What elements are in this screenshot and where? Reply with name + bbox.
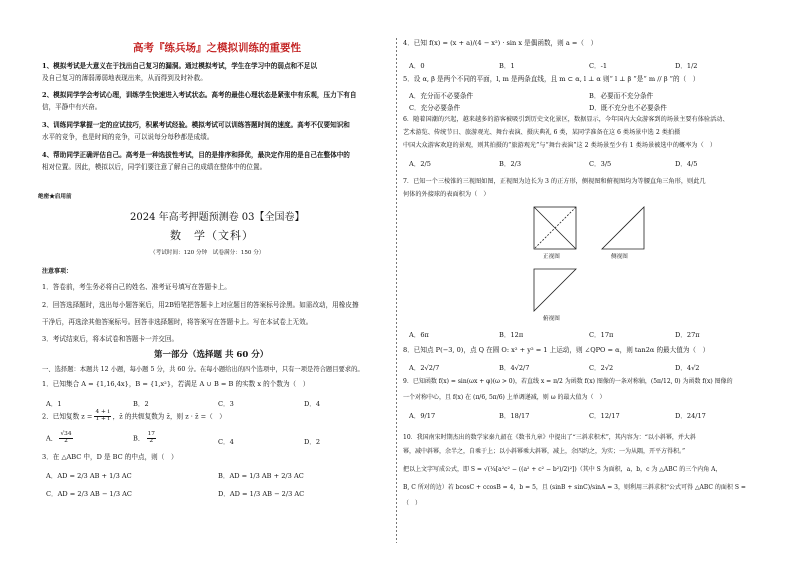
q8-option-a: A．2√2/7: [409, 364, 440, 372]
banner-title: 高考『练兵场』之模拟训练的重要性: [133, 42, 301, 54]
q5-option-b: B．必要而不充分条件: [589, 92, 654, 100]
q2-option-d: D．2: [304, 438, 321, 446]
top-view-label: 俯视图: [543, 316, 560, 322]
q4-option-a: A．0: [409, 62, 425, 70]
exam-meta: （考试时间：120 分钟 试卷满分：150 分）: [150, 250, 265, 256]
q8-option-d: D．4√2: [675, 364, 700, 372]
question-8: 8．已知点 P(−3, 0)，点 Q 在圆 O: x² + y² = 1 上运动，则 ∠QPO = α，则 tan2α 的最大值为（ ）: [403, 346, 710, 354]
notice-3: 3．考试结束后，将本试卷和答题卡一并交回。: [42, 335, 179, 343]
q7-option-b: B．12π: [499, 331, 524, 339]
q1-option-b: B．2: [133, 400, 149, 408]
q2-option-b: [133, 432, 156, 445]
column-divider: [396, 38, 397, 543]
side-view-figure: [601, 206, 645, 250]
point-1a: 1、模拟考试是大意义在于找出自己复习的漏洞。通过模拟考试，学生在学习中的弱点和不足以: [42, 62, 317, 70]
q5-option-a: A．充分而不必要条件: [409, 92, 474, 100]
q6-option-c: C．3/5: [589, 160, 612, 168]
secret-mark: 绝密★启用前: [38, 194, 72, 200]
point-2a: 2、模拟同学学会考试心理，训练学生快速进入考试状态。高考的最佳心理状态是紧张中有乐观，压力下有自: [42, 91, 357, 99]
side-view-label: 侧视图: [611, 254, 628, 260]
q2-a-den: 2: [64, 437, 68, 444]
q2-text-a: 2．已知复数 z =: [42, 412, 95, 421]
notice-2a: 2．回答选择题时，选出每小题答案后，用2B铅笔把答题卡上对应题目的答案标号涂黑。如需改动，用橡皮擦: [42, 301, 359, 309]
question-6-line-2: 艺术游览、传统节日、旅游观光、舞台表演、摄庆典礼 6 类，某同学准备在这 6 类场景中选 2 类拍摄: [403, 129, 681, 136]
q3-option-c: C．AD = 2/3 AB − 1/3 AC: [46, 490, 132, 498]
q2-option-b-label: B．: [133, 434, 145, 443]
question-2: [42, 410, 226, 423]
question-10-line-2: 幂，减中斜幂，余半之，自乘于上；以小斜幂乘大斜幂，减上，余四约之，为实；一为从隅，开平方得积。”: [403, 448, 686, 455]
front-view-label: 正视图: [543, 254, 560, 260]
q3-option-a: A．AD = 2/3 AB + 1/3 AC: [46, 472, 132, 480]
question-1: 1．已知集合 A = {1,16,4x}，B = {1,x²}，若满足 A ∪ B = B 的实数 x 的个数为（ ）: [42, 380, 310, 388]
front-view-figure: [533, 206, 577, 250]
top-view-figure: [533, 268, 577, 312]
question-7-line-2: 何体的外接球的表面积为（ ）: [403, 191, 490, 198]
point-3b: 水平的竞争，也是时间的竞争，可以说每分每秒都是成绩。: [42, 133, 214, 141]
q1-option-c: C．3: [218, 400, 234, 408]
question-6-line-1: 6．随着国潮的兴起，越来越多的游客被吸引到历史文化景区，数据显示，今年国内大众游客到的场景主要有体验活动、: [403, 116, 729, 123]
q9-option-c: C．12/17: [589, 412, 620, 420]
question-10-line-3: 把以上文字写成公式，即 S = √(¼[a²c² − ((a² + c² − b²)/2)²])（其中 S 为面积，a，b，c 为 △ABC 的三个内角 A，: [403, 466, 722, 473]
q2-denominator: 1 + i: [95, 415, 110, 422]
q8-option-c: C．2√2: [589, 364, 614, 372]
q2-text-b: ，z̄ 的共轭复数为 z̄，则 z · z̄ =（ ）: [112, 412, 226, 421]
q2-fraction: [94, 410, 110, 423]
question-10-line-4: B, C 所对的边）若 bcosC + ccosB = 4，b = 5，且 (sinB + sinC)/sinA = 3，则利用三斜求积“公式可得 △ABC 的面积 S =: [403, 484, 746, 491]
point-3a: 3、训练同学掌握一定的应试技巧，积累考试经验。模拟考试可以训练答题时间的速度。高考不仅要知识和: [42, 121, 350, 129]
q4-option-c: C．-1: [589, 62, 608, 70]
notice-1: 1．答卷前，考生务必将自己的姓名、准考证号填写在答题卡上。: [42, 283, 231, 291]
q4-option-d: D．1/2: [675, 62, 698, 70]
question-7-line-1: 7．已知一个三棱锥的三视图如图，正视图为边长为 3 的正方形，侧视图和俯视图均为等腰直角三角形，则此几: [403, 178, 706, 185]
q2-option-a-value: [59, 432, 72, 445]
notice-heading: 注意事项：: [42, 268, 73, 275]
q2-option-a-label: A．: [46, 434, 58, 443]
point-1b: 及自己复习的薄弱薄弱地表现出来，从而得到及时补救。: [42, 74, 207, 82]
question-10-line-5: （ ）: [403, 500, 422, 507]
subject-title: 数 学（文科）: [170, 229, 254, 242]
q1-option-a: A．1: [46, 400, 62, 408]
q2-b-num: 17: [147, 431, 155, 437]
part-title: 第一部分（选择题 共 60 分）: [154, 350, 269, 360]
q1-option-d: D．4: [304, 400, 321, 408]
q3-option-d: D．AD = 1/3 AB − 2/3 AC: [218, 490, 305, 498]
q6-option-b: B．2/3: [499, 160, 522, 168]
notice-2b: 干净后，再选涂其他答案标号。回答非选择题时，将答案写在答题卡上。写在本试卷上无效。: [42, 318, 313, 326]
exam-title: 2024 年高考押题预测卷 03【全国卷】: [130, 212, 305, 223]
question-6-line-3: 中国大众游客欢迎的景观，则其拍摄的“旅游观光”与“舞台表演”这 2 类场景至少有 1 类场景被选中的概率为（ ）: [403, 142, 717, 149]
q7-option-d: D．27π: [675, 331, 700, 339]
point-2b: 信，平静中有兴奋。: [42, 103, 102, 111]
q2-b-den: 2: [149, 437, 154, 444]
q2-option-b-value: [147, 432, 156, 445]
question-5: 5．设 α, β 是两个不同的平面，l, m 是两条直线，且 m ⊂ α, l ⊥ α 则“ l ⊥ β ”是“ m // β ”的（ ）: [403, 75, 700, 83]
question-9-line-1: 9．已知函数 f(x) = sin(ωx + φ)(ω > 0)，若直线 x = π/2 为函数 f(x) 图像的一条对称轴，(5π/12, 0) 为函数 f(x) 图像的: [403, 378, 733, 385]
q8-option-b: B．4√2/7: [499, 364, 530, 372]
q2-a-num: √34: [60, 431, 72, 437]
question-9-line-2: 一个对称中心，且 f(x) 在 (π/6, 5π/6) 上单调递减，则 ω 的最大值为（ ）: [403, 394, 606, 401]
q5-option-c: C．充分必要条件: [409, 104, 461, 112]
q9-option-d: D．24/17: [675, 412, 706, 420]
question-10-line-1: 10．我国南宋时期杰出的数学家秦九韶在《数书九章》中提出了“三斜求积术”，其内容为：“以小斜幂，并大斜: [403, 434, 696, 441]
section-instruction: 一、选择题：本题共 12 小题，每小题 5 分，共 60 分。在每小题给出的四个选项中，只有一项是符合题目要求的。: [42, 366, 364, 373]
question-4: 4．已知 f(x) = (x + a)/(4 − x²) · sin x 是偶函数，则 a =（ ）: [403, 39, 598, 47]
q2-option-c: C．4: [218, 438, 234, 446]
q7-option-c: C．17π: [589, 331, 614, 339]
q5-option-d: D．既不充分也不必要条件: [589, 104, 667, 112]
q3-option-b: B．AD = 1/3 AB + 2/3 AC: [218, 472, 304, 480]
q9-option-a: A．9/17: [409, 412, 436, 420]
q4-option-b: B．1: [499, 62, 515, 70]
point-4b: 相对位置。因此，模拟以后，同学们要注意了解自己的成绩在整体中的位置。: [42, 163, 267, 171]
q6-option-a: A．2/5: [409, 160, 431, 168]
q9-option-b: B．18/17: [499, 412, 530, 420]
q7-option-a: A．6π: [409, 331, 429, 339]
q2-option-a: [46, 432, 73, 445]
q6-option-d: D．4/5: [675, 160, 698, 168]
point-4a: 4、帮助同学正确评估自己。高考是一种选拔性考试，目的是排序和择优，最决定作用的是自己在整体中的: [42, 151, 350, 159]
q2-numerator: 4 + i: [95, 409, 110, 415]
question-3: 3．在 △ABC 中，D 是 BC 的中点，则（ ）: [42, 453, 178, 461]
